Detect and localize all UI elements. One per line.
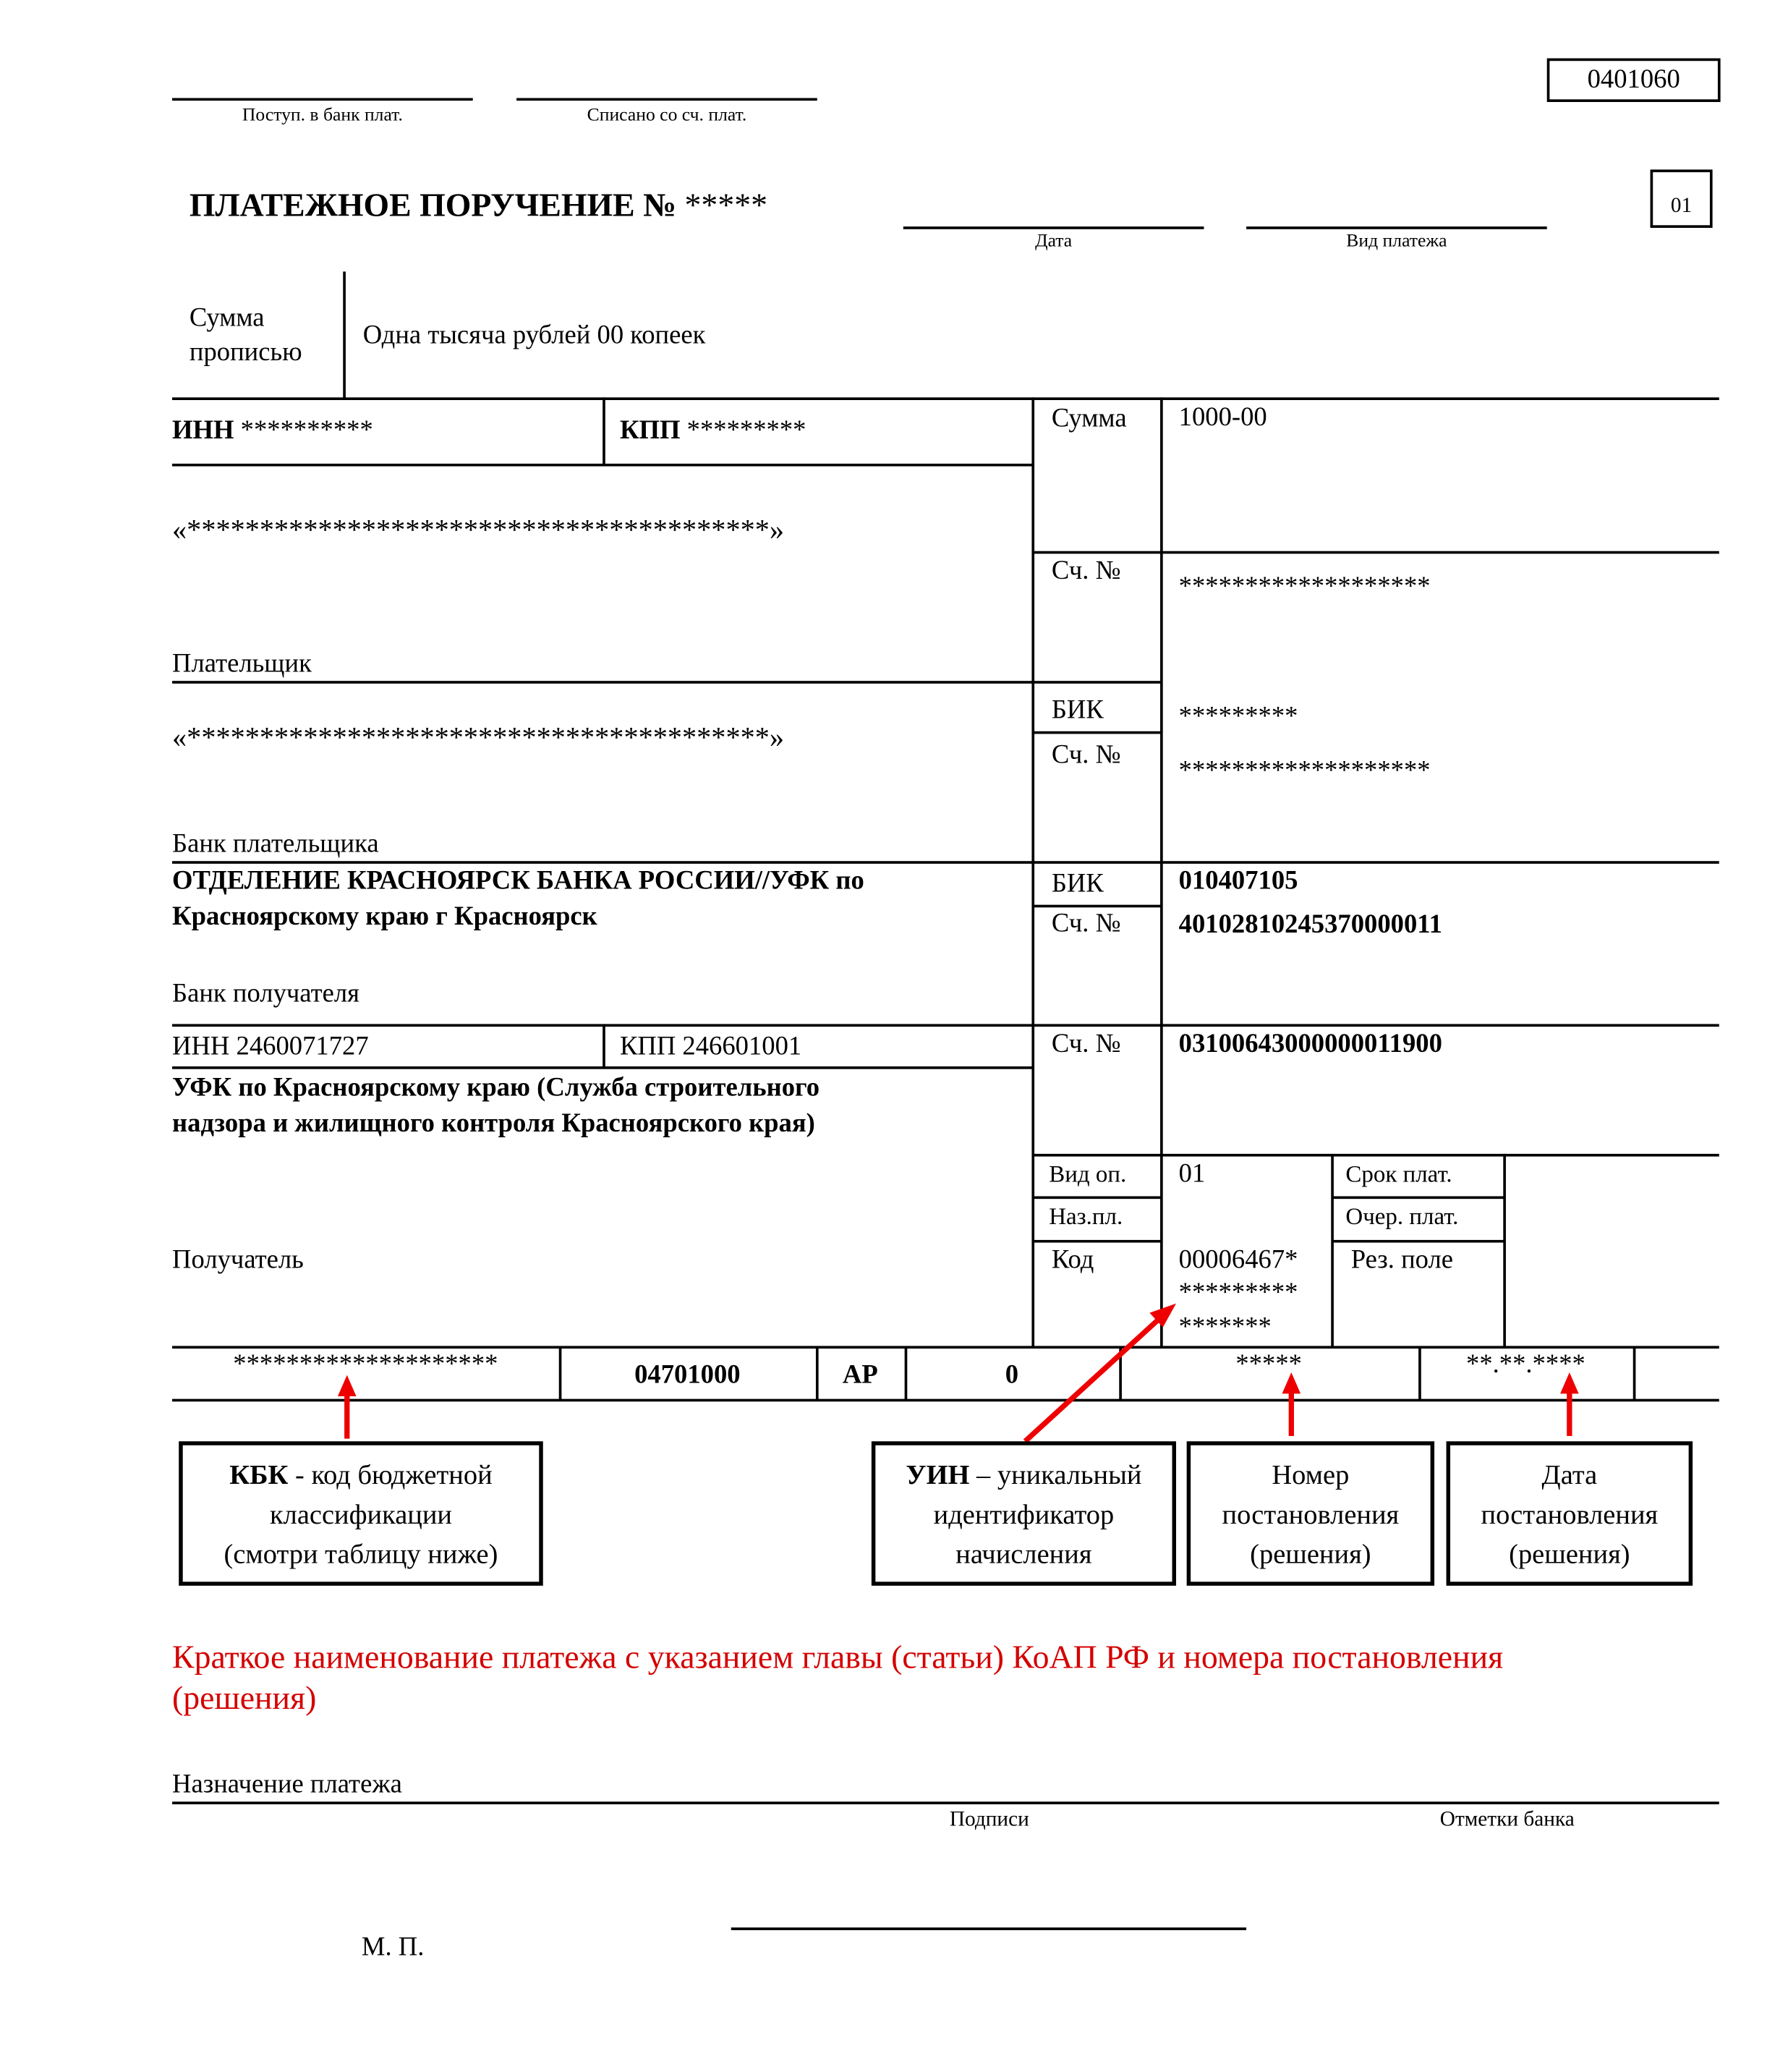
op-type-label: Вид оп. bbox=[1049, 1160, 1127, 1187]
page-title bbox=[190, 188, 767, 225]
amount-value: 1000-00 bbox=[1178, 402, 1267, 432]
recipient-inn: ИНН 2460071727 bbox=[172, 1032, 369, 1061]
payer-kpp: ********* bbox=[686, 415, 806, 446]
uin-note-bold: УИН bbox=[906, 1458, 970, 1490]
kbk-note-text: (смотри таблицу ниже) bbox=[224, 1537, 498, 1569]
kbk-note bbox=[179, 1441, 543, 1586]
due-date-label: Срок плат. bbox=[1345, 1160, 1452, 1187]
divider bbox=[172, 681, 1162, 684]
doc-date-note bbox=[1447, 1441, 1693, 1586]
bik-label: БИК bbox=[1051, 695, 1104, 725]
note-text: постановления bbox=[1481, 1498, 1659, 1530]
reserve-field-label: Рез. поле bbox=[1350, 1245, 1454, 1275]
divider bbox=[1033, 551, 1719, 554]
purpose-text: (решения) bbox=[172, 1681, 317, 1718]
acct-label: Сч. № bbox=[1051, 556, 1121, 586]
divider bbox=[1031, 397, 1034, 1347]
doc-number-value: ***** bbox=[1235, 1349, 1302, 1380]
uin-note-text: начисления bbox=[955, 1537, 1092, 1569]
divider bbox=[172, 397, 1719, 400]
bank-marks-label: Отметки банка bbox=[1439, 1808, 1575, 1831]
note-text: Номер bbox=[1272, 1458, 1350, 1490]
note-text: (решения) bbox=[1509, 1537, 1630, 1569]
divider bbox=[1033, 1154, 1719, 1157]
divider bbox=[1332, 1196, 1504, 1199]
payer-account: ******************* bbox=[1178, 572, 1431, 602]
code-value: ******* bbox=[1178, 1312, 1272, 1342]
divider bbox=[1033, 1196, 1162, 1199]
status-code: 01 bbox=[1651, 169, 1713, 228]
payer-bank-account: ******************* bbox=[1178, 756, 1431, 786]
arrow-up-icon bbox=[338, 1375, 357, 1396]
amount-words-value: Одна тысяча рублей 00 копеек bbox=[362, 320, 706, 350]
date-label: Дата bbox=[1035, 232, 1073, 252]
divider bbox=[1331, 1154, 1334, 1347]
bik-label: БИК bbox=[1051, 869, 1104, 899]
recipient-bank-name: ОТДЕЛЕНИЕ КРАСНОЯРСК БАНКА РОССИИ//УФК по bbox=[172, 866, 864, 896]
kpp-label: КПП bbox=[619, 415, 681, 446]
divider bbox=[172, 1399, 1719, 1402]
op-type-value: 01 bbox=[1178, 1159, 1206, 1189]
note-text: постановления bbox=[1222, 1498, 1400, 1530]
signature-line bbox=[731, 1927, 1246, 1930]
arrow-shaft bbox=[1567, 1391, 1572, 1436]
divider bbox=[1246, 226, 1547, 229]
uin-note-text: идентификатор bbox=[933, 1498, 1115, 1530]
arrow-up-icon bbox=[1282, 1372, 1301, 1393]
payment-type-label: Вид платежа bbox=[1346, 232, 1447, 252]
amount-words-label: Сумма bbox=[189, 303, 265, 333]
acct-label: Сч. № bbox=[1051, 909, 1121, 938]
recipient-account: 03100643000000011900 bbox=[1178, 1029, 1442, 1059]
doc-date-value: **.**.**** bbox=[1466, 1349, 1585, 1380]
purpose-code-label: Наз.пл. bbox=[1049, 1202, 1123, 1230]
divider bbox=[603, 397, 605, 464]
basis-value: АР bbox=[842, 1360, 878, 1390]
divider bbox=[172, 1024, 1719, 1027]
note-text: Дата bbox=[1541, 1458, 1598, 1490]
divider bbox=[1160, 397, 1163, 1347]
code-value: ********* bbox=[1178, 1278, 1298, 1308]
purpose-text: Краткое наименование платежа с указанием главы (статьи) КоАП РФ и номера постановления bbox=[172, 1639, 1504, 1676]
note-text: (решения) bbox=[1250, 1537, 1371, 1569]
oktmo-value: 04701000 bbox=[634, 1360, 741, 1390]
divider bbox=[343, 271, 346, 399]
payer-label: Плательщик bbox=[172, 649, 312, 679]
divider bbox=[172, 98, 473, 101]
title-text: ПЛАТЕЖНОЕ ПОРУЧЕНИЕ № bbox=[189, 188, 677, 224]
kbk-note-bold: КБК bbox=[229, 1458, 289, 1490]
diagonal-arrow-icon bbox=[1007, 1291, 1192, 1451]
recipient-label: Получатель bbox=[172, 1245, 304, 1275]
divider bbox=[1332, 1240, 1504, 1243]
arrow-shaft bbox=[344, 1393, 349, 1438]
divider bbox=[516, 98, 817, 101]
recipient-bik: 010407105 bbox=[1178, 866, 1298, 896]
signatures-label: Подписи bbox=[949, 1808, 1029, 1831]
payer-name: «****************************************» bbox=[172, 512, 785, 546]
divider bbox=[1633, 1347, 1636, 1400]
amount-words-label: прописью bbox=[189, 337, 302, 368]
recipient-bank-name: Красноярскому краю г Красноярск bbox=[172, 901, 597, 932]
received-label: Поступ. в банк плат. bbox=[242, 106, 403, 126]
payer-bank-label: Банк плательщика bbox=[172, 829, 379, 859]
payer-bank-name: «****************************************» bbox=[172, 721, 785, 754]
debited-label: Списано со сч. плат. bbox=[587, 106, 747, 126]
acct-label: Сч. № bbox=[1051, 1029, 1121, 1059]
code-value: 00006467* bbox=[1178, 1245, 1298, 1275]
divider bbox=[1033, 731, 1162, 734]
divider bbox=[603, 1024, 605, 1067]
kbk-note-text: классификации bbox=[269, 1498, 453, 1530]
code-label: Код bbox=[1051, 1245, 1094, 1275]
recipient-name: УФК по Красноярскому краю (Служба строительного bbox=[172, 1073, 820, 1103]
divider bbox=[1033, 1240, 1162, 1243]
divider bbox=[172, 1066, 1033, 1069]
divider bbox=[172, 861, 1719, 864]
recipient-kpp: КПП 246601001 bbox=[619, 1032, 802, 1061]
doc-number-note bbox=[1187, 1441, 1434, 1586]
arrow-up-icon bbox=[1560, 1372, 1579, 1393]
recipient-name: надзора и жилищного контроля Красноярского края) bbox=[172, 1108, 815, 1138]
amount-label: Сумма bbox=[1051, 404, 1127, 433]
recipient-bank-label: Банк получателя bbox=[172, 979, 360, 1009]
period-value: 0 bbox=[1005, 1360, 1019, 1390]
inn-label: ИНН bbox=[172, 415, 234, 446]
purpose-label: Назначение платежа bbox=[172, 1770, 402, 1799]
uin-note-text: – уникальный bbox=[969, 1458, 1142, 1490]
order-number: ***** bbox=[684, 188, 767, 224]
stamp-label: М. П. bbox=[361, 1932, 425, 1962]
divider bbox=[903, 226, 1204, 229]
payer-inn: ********** bbox=[240, 415, 373, 446]
uin-note bbox=[872, 1441, 1176, 1586]
arrow-shaft bbox=[1289, 1391, 1294, 1436]
payer-bik: ********* bbox=[1178, 702, 1298, 731]
kbk-note-text: - код бюджетной bbox=[288, 1458, 493, 1490]
acct-label: Сч. № bbox=[1051, 740, 1121, 770]
divider bbox=[172, 464, 1033, 467]
recipient-bank-account: 40102810245370000011 bbox=[1178, 909, 1442, 940]
payment-order-label: Очер. плат. bbox=[1345, 1202, 1459, 1230]
divider bbox=[1503, 1154, 1506, 1347]
form-code: 0401060 bbox=[1547, 59, 1721, 102]
kbk-value: ******************** bbox=[233, 1349, 498, 1380]
